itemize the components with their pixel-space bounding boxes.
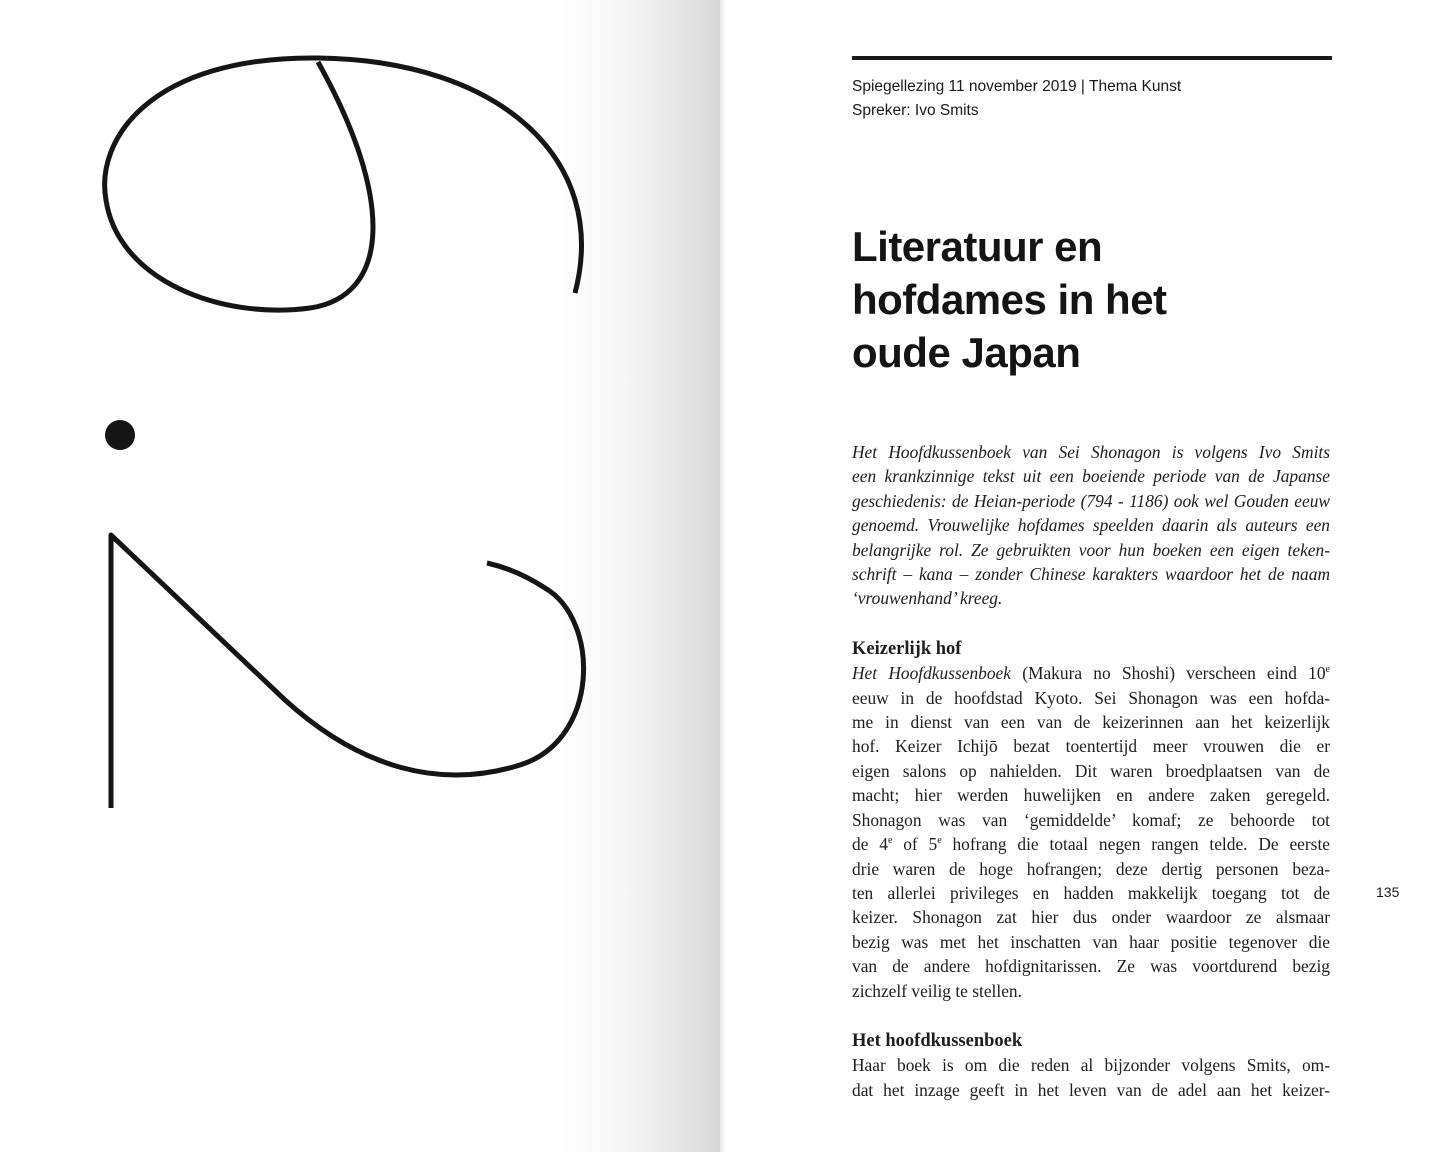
intro-line: Het Hoofdkussenboek van Sei Shonagon is volgens Ivo Smits [852,442,1330,462]
intro-line: belangrijke rol. Ze gebruikten voor hun boeken een eigen teken- [852,539,1330,560]
section-heading-het-hoofdkussenboek: Het hoofdkussenboek [852,1030,1023,1051]
body-line: eeuw in de hoofdstad Kyoto. Sei Shonagon was een hofda- [852,687,1330,708]
header-rule [852,56,1332,60]
body-line: drie waren de hoge hofrangen; deze dertig personen beza- [852,858,1330,879]
body-line [852,832,1330,856]
superscript: e [887,835,893,847]
title-line: oude Japan [852,329,1081,376]
body-line [852,661,1330,685]
section-paragraph [852,1053,1330,1102]
body-line: Shonagon was van ‘gemiddelde’ komaf; ze behoorde tot [852,809,1330,830]
superscript: e [1325,664,1330,676]
section-paragraph [852,661,1330,1003]
body-column [852,440,1330,1102]
numeral-nine-stroke [105,58,582,310]
intro-line: een krankzinnige tekst uit een boeiende periode van de Japanse [852,466,1330,487]
body-text: de 4 [852,834,888,855]
book-title-italic: Het Hoofdkussenboek [852,663,1011,684]
body-line: dat het inzage geeft in het leven van de adel aan het keizer- [852,1079,1330,1100]
body-line: eigen salons op nahielden. Dit waren broedplaatsen van de [852,760,1330,781]
body-line: me in dienst van een van de keizerinnen aan het keizerlijk [852,712,1330,733]
body-line: zichzelf veilig te stellen. [852,980,1022,1001]
superscript: e [937,835,942,847]
body-line: keizer. Shonagon zat hier dus onder waardoor ze alsmaar [852,907,1330,928]
body-text: hofrang die totaal negen rangen telde. De eerste [941,834,1330,855]
article-title [852,220,1332,379]
body-line: bezig was met het inschatten van haar positie tegenover die [852,931,1330,952]
body-line: ten allerlei privileges en hadden makkelijk toegang tot de [852,882,1330,903]
body-line: macht; hier werden huwelijken en andere zaken geregeld. [852,785,1330,806]
header-meta [852,75,1332,123]
intro-line: geschiedenis: de Heian-periode (794 - 1186) ook wel Gouden eeuw [852,490,1330,511]
body-line: van de andere hofdignitarissen. Ze was voortdurend bezig [852,956,1330,977]
body-line: hof. Keizer Ichijō bezat toentertijd meer vrouwen die er [852,736,1330,757]
lecture-info: Spiegellezing 11 november 2019 | Thema Kunst [852,78,1182,95]
intro-line: schrift – kana – zonder Chinese karakters waardoor het de naam [852,564,1330,585]
gutter-shadow [720,0,726,1152]
intro-paragraph [852,440,1330,611]
body-text: of 5 [892,834,938,855]
intro-line: ‘vrouwenhand’ kreeg. [852,588,1003,609]
intro-line: genoemd. Vrouwelijke hofdames speelden daarin als auteurs een [852,515,1330,536]
right-page [720,0,1440,1152]
title-line: Literatuur en [852,223,1103,270]
body-text: (Makura no Shoshi) verscheen eind 10 [1011,663,1326,684]
body-line: Haar boek is om die reden al bijzonder volgens Smits, om- [852,1055,1330,1076]
numeral-two-stroke [111,535,584,808]
page-number: 135 [1376,884,1400,900]
section-heading-keizerlijk-hof: Keizerlijk hof [852,638,962,659]
speaker-info: Spreker: Ivo Smits [852,102,979,119]
title-line: hofdames in het [852,276,1167,323]
numeral-dot [105,420,135,450]
